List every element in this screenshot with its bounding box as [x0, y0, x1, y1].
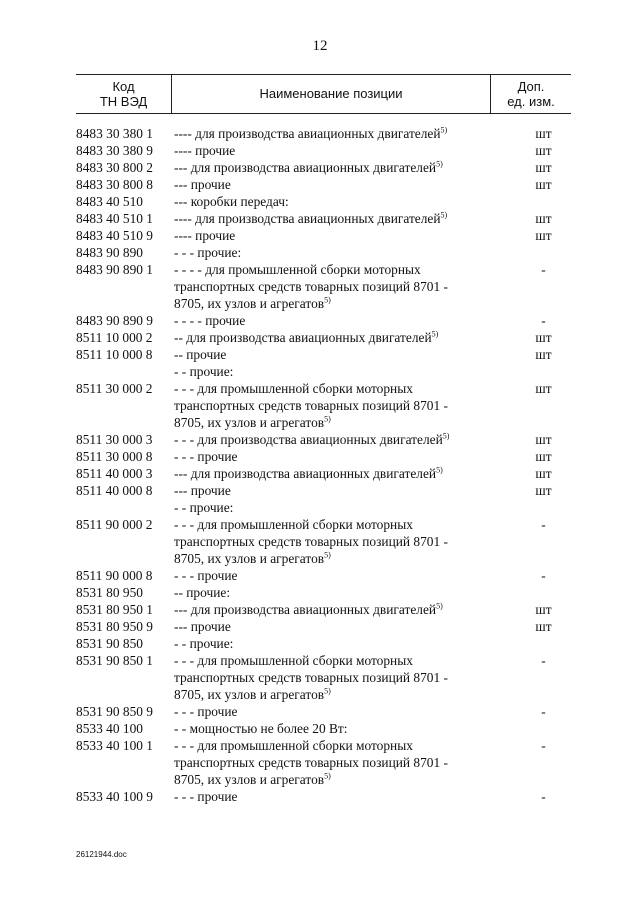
- row-name: [174, 193, 499, 210]
- table-row: [76, 601, 571, 618]
- row-name: [174, 499, 499, 516]
- row-name: [174, 210, 499, 227]
- table-row: [76, 210, 571, 227]
- row-name: [174, 635, 499, 652]
- row-name: [174, 329, 499, 346]
- row-code: 8533 40 100 1: [76, 738, 153, 753]
- row-name-text: ---- прочие: [174, 228, 236, 243]
- row-name-line: [174, 737, 499, 754]
- row-unit: -: [541, 789, 546, 804]
- table-row: [76, 346, 571, 363]
- row-name-line: [174, 550, 499, 567]
- row-code: 8531 80 950 9: [76, 619, 153, 634]
- table-row: [76, 482, 571, 499]
- table-row: [76, 431, 571, 448]
- row-name-text: - - - для промышленной сборки моторных: [174, 738, 413, 753]
- row-name: [174, 380, 499, 431]
- row-unit: шт: [535, 228, 552, 243]
- row-name-line: [174, 567, 499, 584]
- row-name-text: - - - для промышленной сборки моторных: [174, 517, 413, 532]
- row-unit: шт: [535, 619, 552, 634]
- row-name: [174, 159, 499, 176]
- row-name-text: -- прочие:: [174, 585, 231, 600]
- table-row: [76, 227, 571, 244]
- row-unit: -: [541, 738, 546, 753]
- footnote-marker: 5): [436, 465, 443, 475]
- row-name-text: - - - для производства авиационных двигателей: [174, 432, 443, 447]
- row-code: 8511 10 000 8: [76, 347, 153, 362]
- row-name-line: [174, 669, 499, 686]
- row-name-line: [174, 601, 499, 618]
- row-name-line: [174, 176, 499, 193]
- footnote-marker: 5): [442, 431, 450, 441]
- row-name-line: [174, 431, 499, 448]
- row-name-line: [174, 261, 499, 278]
- row-name: [174, 431, 499, 448]
- table-row: [76, 516, 571, 567]
- table-row: [76, 720, 571, 737]
- row-name-text: 8705, их узлов и агрегатов: [174, 296, 325, 311]
- row-name-text: 8705, их узлов и агрегатов: [174, 415, 325, 430]
- footnote-marker: 5): [436, 601, 443, 611]
- row-name-line: [174, 210, 499, 227]
- row-unit: -: [541, 704, 546, 719]
- row-name-text: - - - для промышленной сборки моторных: [174, 381, 413, 396]
- row-name-text: 8705, их узлов и агрегатов: [174, 687, 325, 702]
- table-row: [76, 737, 571, 788]
- table-row: [76, 448, 571, 465]
- row-code: 8511 90 000 8: [76, 568, 153, 583]
- row-name-line: [174, 533, 499, 550]
- footnote-marker: 5): [324, 771, 331, 781]
- row-name: [174, 227, 499, 244]
- table-row: [76, 567, 571, 584]
- row-unit: -: [541, 313, 546, 328]
- row-name: [174, 176, 499, 193]
- row-name-line: [174, 516, 499, 533]
- row-name-line: [174, 448, 499, 465]
- table-row: [76, 618, 571, 635]
- row-name-line: [174, 482, 499, 499]
- row-name: [174, 125, 499, 142]
- row-unit: шт: [535, 160, 552, 175]
- row-name-line: [174, 363, 499, 380]
- row-name-text: транспортных средств товарных позиций 8701 -: [174, 670, 448, 685]
- row-name: [174, 618, 499, 635]
- row-name-text: --- для производства авиационных двигателей: [174, 466, 437, 481]
- row-name-text: транспортных средств товарных позиций 8701 -: [174, 755, 448, 770]
- row-name: [174, 703, 499, 720]
- row-name-text: --- прочие: [174, 177, 231, 192]
- row-code: 8511 40 000 8: [76, 483, 153, 498]
- footnote-marker: 5): [436, 159, 443, 169]
- row-name-line: [174, 584, 499, 601]
- row-name-line: [174, 414, 499, 431]
- row-unit: -: [541, 262, 546, 277]
- row-name-text: - - мощностью не более 20 Вт:: [174, 721, 348, 736]
- footnote-marker: 5): [440, 125, 448, 135]
- row-unit: -: [541, 653, 546, 668]
- row-code: 8531 90 850 1: [76, 653, 153, 668]
- footnote-marker: 5): [324, 550, 331, 560]
- header-unit: [491, 75, 571, 113]
- footer-filename: 26121944.doc: [76, 850, 127, 859]
- header-unit-line1: Доп.: [517, 79, 545, 94]
- row-name: [174, 737, 499, 788]
- row-name-line: [174, 703, 499, 720]
- table-row: [76, 465, 571, 482]
- row-code: 8531 90 850: [76, 636, 143, 651]
- table-row: [76, 261, 571, 312]
- header-unit-line2: ед. изм.: [507, 94, 555, 109]
- row-name: [174, 720, 499, 737]
- row-name-line: [174, 159, 499, 176]
- row-code: 8511 30 000 3: [76, 432, 153, 447]
- row-name-line: [174, 278, 499, 295]
- row-name-line: [174, 771, 499, 788]
- row-unit: шт: [535, 466, 552, 481]
- row-name: [174, 567, 499, 584]
- row-unit: шт: [535, 347, 552, 362]
- row-name-line: [174, 618, 499, 635]
- row-name: [174, 346, 499, 363]
- row-code: 8483 90 890 9: [76, 313, 153, 328]
- row-code: 8483 90 890: [76, 245, 143, 260]
- row-name: [174, 652, 499, 703]
- row-name-line: [174, 754, 499, 771]
- row-name-line: [174, 295, 499, 312]
- row-name-text: - - - - прочие: [174, 313, 246, 328]
- table-row: [76, 652, 571, 703]
- row-name-text: -- прочие: [174, 347, 227, 362]
- row-name: [174, 448, 499, 465]
- table-row: [76, 788, 571, 805]
- table-row: [76, 329, 571, 346]
- row-code: 8531 90 850 9: [76, 704, 153, 719]
- row-name-text: ---- для производства авиационных двигателей: [174, 211, 441, 226]
- row-name: [174, 363, 499, 380]
- row-name-line: [174, 346, 499, 363]
- row-name-text: --- прочие: [174, 483, 231, 498]
- table-row: [76, 312, 571, 329]
- row-code: 8483 40 510 1: [76, 211, 153, 226]
- table-row: [76, 125, 571, 142]
- row-unit: -: [541, 517, 546, 532]
- row-name-text: -- для производства авиационных двигателей: [174, 330, 432, 345]
- table-row: [76, 499, 571, 516]
- table-row: [76, 244, 571, 261]
- row-name-text: - - прочие:: [174, 364, 234, 379]
- row-name-line: [174, 380, 499, 397]
- row-unit: шт: [535, 126, 552, 141]
- row-name-text: - - - - для промышленной сборки моторных: [174, 262, 421, 277]
- row-unit: шт: [535, 177, 552, 192]
- row-name-text: - - - прочие:: [174, 245, 242, 260]
- header-code-line1: Код: [112, 79, 135, 94]
- row-name-text: транспортных средств товарных позиций 8701 -: [174, 279, 448, 294]
- row-name: [174, 482, 499, 499]
- row-unit: шт: [535, 483, 552, 498]
- row-unit: шт: [535, 330, 552, 345]
- row-name-text: - - - прочие: [174, 704, 238, 719]
- row-code: 8483 30 380 9: [76, 143, 153, 158]
- row-name-line: [174, 720, 499, 737]
- page-number: 12: [312, 38, 328, 54]
- row-name-text: 8705, их узлов и агрегатов: [174, 772, 325, 787]
- row-name-line: [174, 193, 499, 210]
- row-code: 8483 40 510 9: [76, 228, 153, 243]
- row-code: 8483 30 800 8: [76, 177, 153, 192]
- table-body: [76, 125, 571, 805]
- row-unit: шт: [535, 602, 552, 617]
- row-name: [174, 788, 499, 805]
- row-name-text: --- прочие: [174, 619, 231, 634]
- row-code: 8511 40 000 3: [76, 466, 153, 481]
- row-code: 8483 90 890 1: [76, 262, 153, 277]
- row-name-line: [174, 788, 499, 805]
- row-name-line: [174, 652, 499, 669]
- row-name-text: --- для производства авиационных двигателей: [174, 160, 437, 175]
- row-unit: шт: [535, 143, 552, 158]
- row-name-text: транспортных средств товарных позиций 8701 -: [174, 398, 448, 413]
- row-name: [174, 312, 499, 329]
- row-name: [174, 244, 499, 261]
- row-code: 8533 40 100 9: [76, 789, 153, 804]
- footnote-marker: 5): [324, 686, 331, 696]
- row-name-line: [174, 499, 499, 516]
- row-name: [174, 516, 499, 567]
- row-name-line: [174, 329, 499, 346]
- row-name-line: [174, 312, 499, 329]
- table-row: [76, 363, 571, 380]
- row-name-text: 8705, их узлов и агрегатов: [174, 551, 325, 566]
- row-name-text: ---- для производства авиационных двигателей: [174, 126, 441, 141]
- row-name-line: [174, 125, 499, 142]
- table-row: [76, 584, 571, 601]
- row-name-line: [174, 397, 499, 414]
- table-row: [76, 159, 571, 176]
- row-name-line: [174, 142, 499, 159]
- row-name-text: - - прочие:: [174, 500, 234, 515]
- footnote-marker: 5): [431, 329, 439, 339]
- row-name-line: [174, 244, 499, 261]
- row-name: [174, 261, 499, 312]
- table-row: [76, 193, 571, 210]
- table-row: [76, 142, 571, 159]
- row-code: 8511 90 000 2: [76, 517, 153, 532]
- row-name-text: - - прочие:: [174, 636, 234, 651]
- row-unit: шт: [535, 211, 552, 226]
- row-name-line: [174, 227, 499, 244]
- footnote-marker: 5): [324, 295, 331, 305]
- row-name-text: - - - прочие: [174, 789, 238, 804]
- footnote-marker: 5): [440, 210, 448, 220]
- row-unit: шт: [535, 381, 552, 396]
- row-name-text: ---- прочие: [174, 143, 236, 158]
- row-code: 8531 80 950 1: [76, 602, 153, 617]
- footnote-marker: 5): [324, 414, 331, 424]
- row-name-text: - - - для промышленной сборки моторных: [174, 653, 413, 668]
- table-row: [76, 380, 571, 431]
- row-unit: шт: [535, 432, 552, 447]
- row-name-text: - - - прочие: [174, 568, 238, 583]
- row-code: 8533 40 100: [76, 721, 143, 736]
- row-name-text: --- для производства авиационных двигателей: [174, 602, 437, 617]
- row-code: 8511 30 000 2: [76, 381, 153, 396]
- row-name-text: --- коробки передач:: [174, 194, 289, 209]
- row-unit: -: [541, 568, 546, 583]
- row-code: 8483 40 510: [76, 194, 143, 209]
- row-code: 8483 30 380 1: [76, 126, 153, 141]
- table-row: [76, 635, 571, 652]
- row-code: 8511 10 000 2: [76, 330, 153, 345]
- table-header: [76, 74, 571, 114]
- row-name: [174, 465, 499, 482]
- row-name-text: - - - прочие: [174, 449, 238, 464]
- row-code: 8483 30 800 2: [76, 160, 153, 175]
- row-code: 8511 30 000 8: [76, 449, 153, 464]
- table-row: [76, 176, 571, 193]
- row-name-text: транспортных средств товарных позиций 8701 -: [174, 534, 448, 549]
- table-row: [76, 703, 571, 720]
- row-name-line: [174, 686, 499, 703]
- row-name-line: [174, 465, 499, 482]
- row-name-line: [174, 635, 499, 652]
- header-name: Наименование позиции: [171, 75, 491, 113]
- row-unit: шт: [535, 449, 552, 464]
- header-code-line2: ТН ВЭД: [99, 94, 148, 109]
- row-name: [174, 601, 499, 618]
- row-code: 8531 80 950: [76, 585, 143, 600]
- row-name: [174, 142, 499, 159]
- header-code: [76, 75, 171, 113]
- row-name: [174, 584, 499, 601]
